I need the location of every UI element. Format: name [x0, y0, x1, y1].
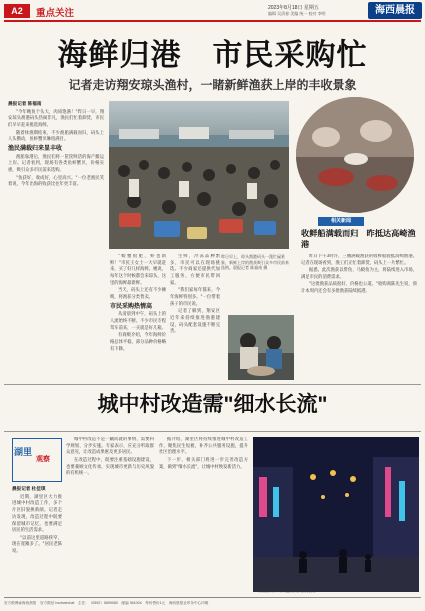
main-headline: 海鲜归港 市民采购忙 [57, 39, 368, 72]
paragraph: 昨日下午3时许，三艘满载渔获的收鲜船驶抵高崎渔港。记者在现场看到，渔工们正忙着卸货，码头上一片繁忙。 [301, 254, 417, 266]
paragraph: 随着休渔期结束，不少渔船满载而归，码头上人头攒动，鱼虾蟹贝琳琅满目。 [8, 130, 104, 143]
paragraph: "螃蟹很肥，虾也新鲜！"市民王女士一大早就赶来，买了好几样海鲜。她说，每年这个时候都会来琼头，这里的海鲜最新鲜。 [110, 254, 166, 286]
date-line: 2023年8月18日 星期五 [268, 5, 319, 11]
page-footer: 官方微博@海西晨报 官方微信 hxcbwechat 主任：（0592）5899080 邮编 361004 每份售价1元 海西晨报社印务中心印刷 [4, 601, 209, 605]
second-headline: 城中村改造需"细水长流" [97, 393, 328, 416]
column-logo-sub: 观察 [36, 456, 50, 463]
newspaper-logo: 海西晨报 [368, 2, 422, 19]
seafood-circle-photo [296, 97, 414, 213]
side-story-title: 收鲜船满载而归 昨抵达高崎渔港 [301, 229, 416, 249]
byline: 晨报记者 杜佳琪 [12, 486, 46, 491]
section-title: 重点关注 [36, 8, 75, 19]
article-b-column-3 [159, 437, 248, 594]
subsection-title: 渔民满载归来显丰收 [8, 146, 63, 153]
column-logo-title: 湖里 [14, 447, 33, 457]
footer-rule [4, 597, 421, 598]
paragraph: 近期，湖里区大力推进城中村改造工作，多个片区旧貌换新颜。记者走访发现，改造过程中既要保留城市记忆，也要满足居民的生活需求。 [12, 494, 62, 534]
byline: 晨报记者 陈福南 [8, 101, 42, 106]
night-photo-caption: 湖里区城中村改造后的街区夜景。 [258, 588, 318, 593]
side-story-body [301, 254, 417, 379]
paragraph: 当天，码头上还有不少摊贩，将渔获分类售卖。 [110, 288, 166, 301]
vendor-photo [228, 315, 294, 380]
story-divider [4, 384, 421, 385]
paragraph: "鱼获好，收成好，心里高兴。"一位老渔民笑着说，今年出海的收获比往年更丰富。 [8, 175, 104, 188]
paragraph: 有商贩介绍，今年海鲜价格总体平稳，部分品种价格略有下降。 [110, 333, 166, 352]
related-news-tag: 相关新闻 [318, 217, 364, 226]
harbor-market-photo [109, 101, 289, 249]
paragraph: "这批渔获品质很好，价格也公道。"收购商陈先生说，预计本周内还会有多批渔获陆续抵港。 [301, 282, 417, 295]
paragraph: 渔船靠港后，渔民们将一筐筐鲜活的海产搬运上岸。记者看到，现场有各类鱼虾蟹贝，价格实惠，吸引众多市民前来选购。 [8, 154, 104, 174]
paragraph: 据介绍，湖里区将持续推进城中村改造工作，聚焦民生短板，补齐公共服务设施，提升社区治理水平。 [159, 437, 248, 456]
subsection-title: 市民采购热情高 [110, 303, 153, 310]
paragraph: 记者了解到，翔安区近年来持续推进渔港建设，码头配套设施不断完善。 [170, 309, 220, 335]
paragraph: 从清晨到中午，码头上的人流始终不断。不少市民专程驾车前来，一买就是好几箱。 [110, 312, 166, 331]
paragraph: "以前这里道路狭窄，现在宽敞多了。"居民老陈说。 [12, 535, 62, 555]
paragraph: "今年鲍鱼个头大，肉质饱满！"昨日一早，翔安琼头渔港码头热闹非凡，渔民们忙着卸货，市民们早早赶来挑选海鲜。 [8, 109, 104, 129]
paragraph: 下一步，相关部门将进一步完善改造方案，做到"细水长流"，让城中村焕发新活力。 [159, 457, 248, 470]
paragraph: 据悉，此次渔获以带鱼、马鲛鱼为主，将陆续进入市场，满足市民的消费需求。 [301, 268, 417, 280]
paragraph: 在改造过程中，既要注重基础设施建设，也要兼顾文化传承，实现城市更新与历史风貌的有机统一。 [66, 457, 154, 477]
paragraph: 城中村改造不是一蹴而就的事情，需要科学规划、分步实施。专家表示，应充分听取群众意见，让改造成果惠及更多居民。 [66, 437, 154, 456]
night-street-photo [253, 437, 419, 592]
article-b-column-2 [66, 437, 154, 594]
header-rule [4, 20, 421, 22]
article-b-column-1 [12, 486, 62, 594]
article-column-2 [110, 254, 166, 379]
story-divider [4, 431, 421, 432]
paragraph: 生鲜、冷冻品种繁多，市民可以在现场挑选。不少商家还提供代加工服务，方便市民带回家。 [170, 254, 220, 286]
editor-line: 编辑 吴清春 美编 统一 校对 李明 [268, 11, 326, 16]
main-subheadline: 记者走访翔安琼头渔村，一睹新鲜渔获上岸的丰收景象 [68, 78, 357, 92]
page-number: A2 [4, 4, 30, 18]
article-column-3 [170, 254, 220, 379]
article-column-1 [8, 101, 104, 379]
photo-caption: 昨日早上，琼头渔港码头一派忙碌景象，新鲜上岸的渔获吸引众多市民前来选购。晨报记者 陈福南 摄 [221, 254, 289, 271]
paragraph: "我们家每年都来，今年海鲜特别多。"一位带着孩子的市民说。 [170, 288, 220, 307]
